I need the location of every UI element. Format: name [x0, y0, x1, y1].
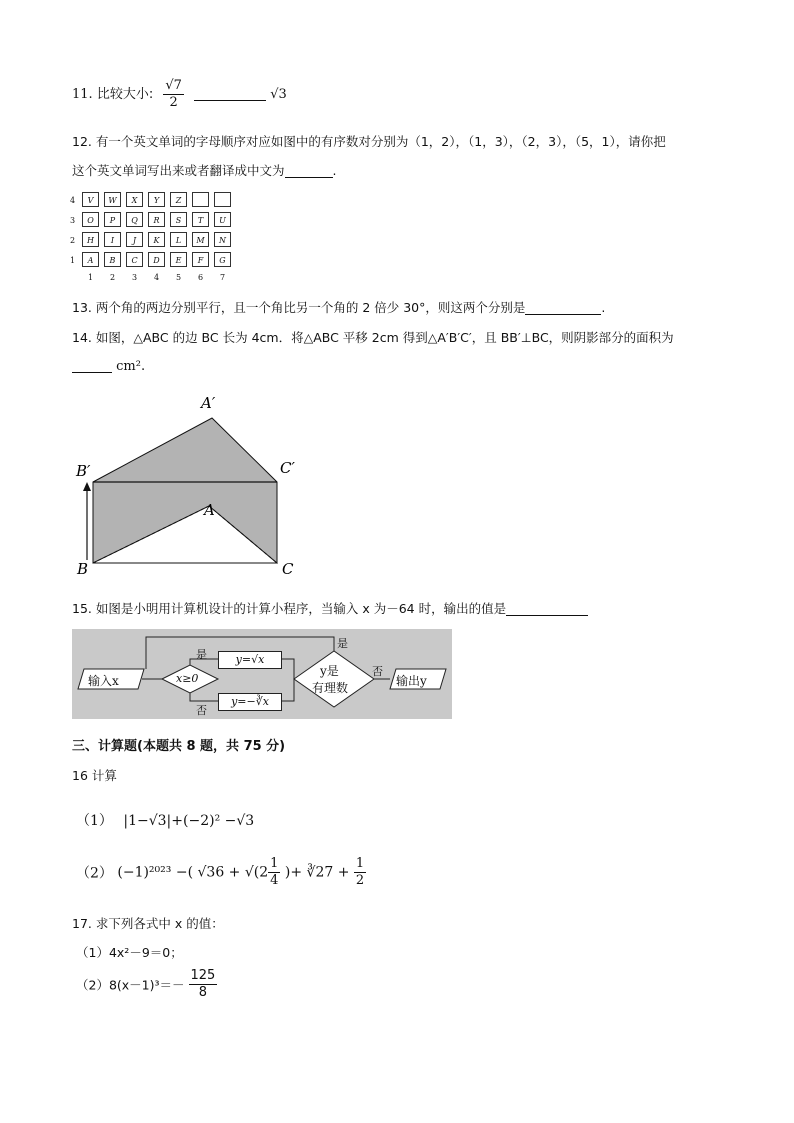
- q11-text: 比较大小:: [96, 87, 154, 102]
- grid-cell: K: [148, 232, 165, 247]
- q16-p2-expr-a: (−1)²⁰²³ −(: [117, 864, 194, 881]
- q14-unit: cm²: [116, 359, 141, 374]
- q11-frac-num: √7: [165, 78, 182, 93]
- flow-loop-yes-label: 是: [337, 637, 348, 650]
- grid-cell: V: [82, 192, 99, 207]
- grid-cell: C: [126, 252, 143, 267]
- q16-p2-mixed-frac: [268, 856, 280, 889]
- q13-answer-blank[interactable]: [525, 300, 601, 315]
- q17-p2-expr: （2）8(x－1)³＝－: [76, 977, 185, 993]
- q14-answer-blank[interactable]: [72, 358, 112, 373]
- grid-cell: Z: [170, 192, 187, 207]
- grid-cell: W: [104, 192, 121, 207]
- q16-p2-frac-den: 4: [270, 873, 279, 888]
- grid-cell: G: [214, 252, 231, 267]
- q14-figure: [70, 388, 310, 583]
- q16-p2-frac-num: 1: [270, 856, 279, 871]
- q12-answer-blank[interactable]: [285, 163, 333, 178]
- grid-cell: O: [82, 212, 99, 227]
- q11-number: 11.: [72, 87, 93, 102]
- q13-end: .: [601, 300, 606, 315]
- grid-cell: J: [126, 232, 143, 247]
- grid-row-label: 3: [70, 216, 76, 225]
- grid-cell: N: [214, 232, 231, 247]
- section3-title: 三、计算题(本题共 8 题，共 75 分): [72, 739, 286, 754]
- q14-line1: 14. 如图，△ABC 的边 BC 长为 4cm．将△ABC 平移 2cm 得到△A′B′C′，且 BB′⊥BC，则阴影部分的面积为: [72, 330, 674, 345]
- flow-condition-label: x≥0: [176, 672, 199, 685]
- q16-p2-half-den: 2: [355, 873, 365, 888]
- grid-cell: Y: [148, 192, 165, 207]
- flowchart: [72, 629, 452, 719]
- q16-p2-expr-c: √(2: [244, 864, 269, 881]
- flow-cbrt-box: [218, 693, 282, 711]
- grid-row-label: 2: [70, 236, 76, 245]
- grid-cell: [214, 192, 231, 207]
- label-c: C: [282, 560, 294, 578]
- q16-p2-expr-d: )+ ∛27 +: [284, 864, 350, 881]
- label-b-prime: B′: [76, 462, 91, 480]
- grid-cell: R: [148, 212, 165, 227]
- grid-cell: I: [104, 232, 121, 247]
- grid-cell: M: [192, 232, 209, 247]
- q15-text: 15. 如图是小明用计算机设计的计算小程序，当输入 x 为－64 时，输出的值是: [72, 601, 507, 616]
- grid-col-label: 5: [176, 273, 182, 282]
- q11: [72, 78, 287, 111]
- q14-end: .: [140, 359, 146, 374]
- grid-cell: F: [192, 252, 209, 267]
- grid-cell: L: [170, 232, 187, 247]
- q17-title: 17. 求下列各式中 x 的值：: [72, 916, 224, 931]
- q16-p2-label: （2）: [76, 865, 113, 882]
- flow-cbrt-label: y=−∛x: [231, 695, 269, 708]
- grid-cell: B: [104, 252, 121, 267]
- flow-sqrt-box: [218, 651, 282, 669]
- grid-col-label: 3: [132, 273, 138, 282]
- q13-text: 13. 两个角的两边分别平行，且一个角比另一个角的 2 倍少 30°，则这两个分别是: [72, 300, 526, 315]
- letter-grid: [70, 192, 250, 284]
- flow-sqrt-label: y=√x: [235, 653, 265, 666]
- grid-cell: P: [104, 212, 121, 227]
- grid-cell: E: [170, 252, 187, 267]
- q11-frac-den: 2: [169, 95, 178, 110]
- q12-line2-text: 这个英文单词写出来或者翻译成中文为: [72, 163, 285, 178]
- grid-row-label: 1: [70, 256, 76, 265]
- q15: [72, 599, 588, 617]
- shaded-region: [93, 418, 277, 563]
- grid-row-label: 4: [70, 196, 76, 205]
- grid-col-label: 6: [198, 273, 204, 282]
- label-c-prime: C′: [280, 459, 295, 477]
- grid-cell: H: [82, 232, 99, 247]
- q16-title: 16 计算: [72, 768, 117, 783]
- q16-part2: [76, 856, 366, 889]
- flow-decision-line2: 有理数: [312, 681, 349, 695]
- q16-p2-expr-b: √36 +: [197, 864, 241, 881]
- q15-answer-blank[interactable]: [506, 601, 588, 616]
- q14-line2: [72, 358, 145, 374]
- q11-rhs: √3: [270, 87, 287, 102]
- q16-p1-expr: |1−√3|+(−2)² −√3: [123, 813, 255, 829]
- q17-p2-fraction: [189, 968, 218, 1001]
- q17-p2-den: 8: [198, 985, 208, 1000]
- grid-cell: [192, 192, 209, 207]
- grid-cell: T: [192, 212, 209, 227]
- grid-cell: X: [126, 192, 143, 207]
- q12-line2: [72, 161, 337, 179]
- q12-line1: 12. 有一个英文单词的字母顺序对应如图中的有序数对分别为（1，2），（1，3），（2，3），（5，1），请你把: [72, 134, 666, 149]
- grid-col-label: 4: [154, 273, 160, 282]
- q17-p2-num: 125: [190, 968, 216, 983]
- grid-col-label: 1: [88, 273, 94, 282]
- grid-cell: S: [170, 212, 187, 227]
- flow-no-label: 否: [196, 704, 207, 717]
- grid-cell: U: [214, 212, 231, 227]
- q12-end: .: [332, 163, 337, 178]
- label-a: A: [204, 501, 215, 519]
- flow-decision-line1: y是: [320, 664, 339, 678]
- q17-part2: [76, 968, 217, 1001]
- arrow-cbrt-to-decision: [282, 679, 294, 701]
- grid-cell: Q: [126, 212, 143, 227]
- q16-p1-label: （1）: [76, 813, 113, 829]
- grid-cell: D: [148, 252, 165, 267]
- q13: [72, 298, 605, 316]
- flow-input-label: 输入x: [88, 674, 119, 688]
- flow-output-label: 输出y: [396, 674, 427, 688]
- q11-fraction: [163, 78, 184, 111]
- q11-answer-blank[interactable]: [194, 86, 266, 101]
- grid-col-label: 2: [110, 273, 116, 282]
- flow-yes-label: 是: [196, 648, 207, 661]
- q16-p2-half-num: 1: [355, 856, 365, 871]
- label-a-prime: A′: [201, 394, 216, 412]
- label-b: B: [77, 560, 89, 578]
- arrowhead-icon: [83, 482, 91, 491]
- grid-col-label: 7: [220, 273, 226, 282]
- arrow-no: [190, 693, 218, 701]
- q16-p2-half: [354, 856, 366, 889]
- flow-out-no-label: 否: [372, 665, 383, 678]
- q17-part1: （1）4x²－9＝0；: [76, 945, 183, 960]
- q16-part1: [76, 810, 254, 830]
- grid-cell: A: [82, 252, 99, 267]
